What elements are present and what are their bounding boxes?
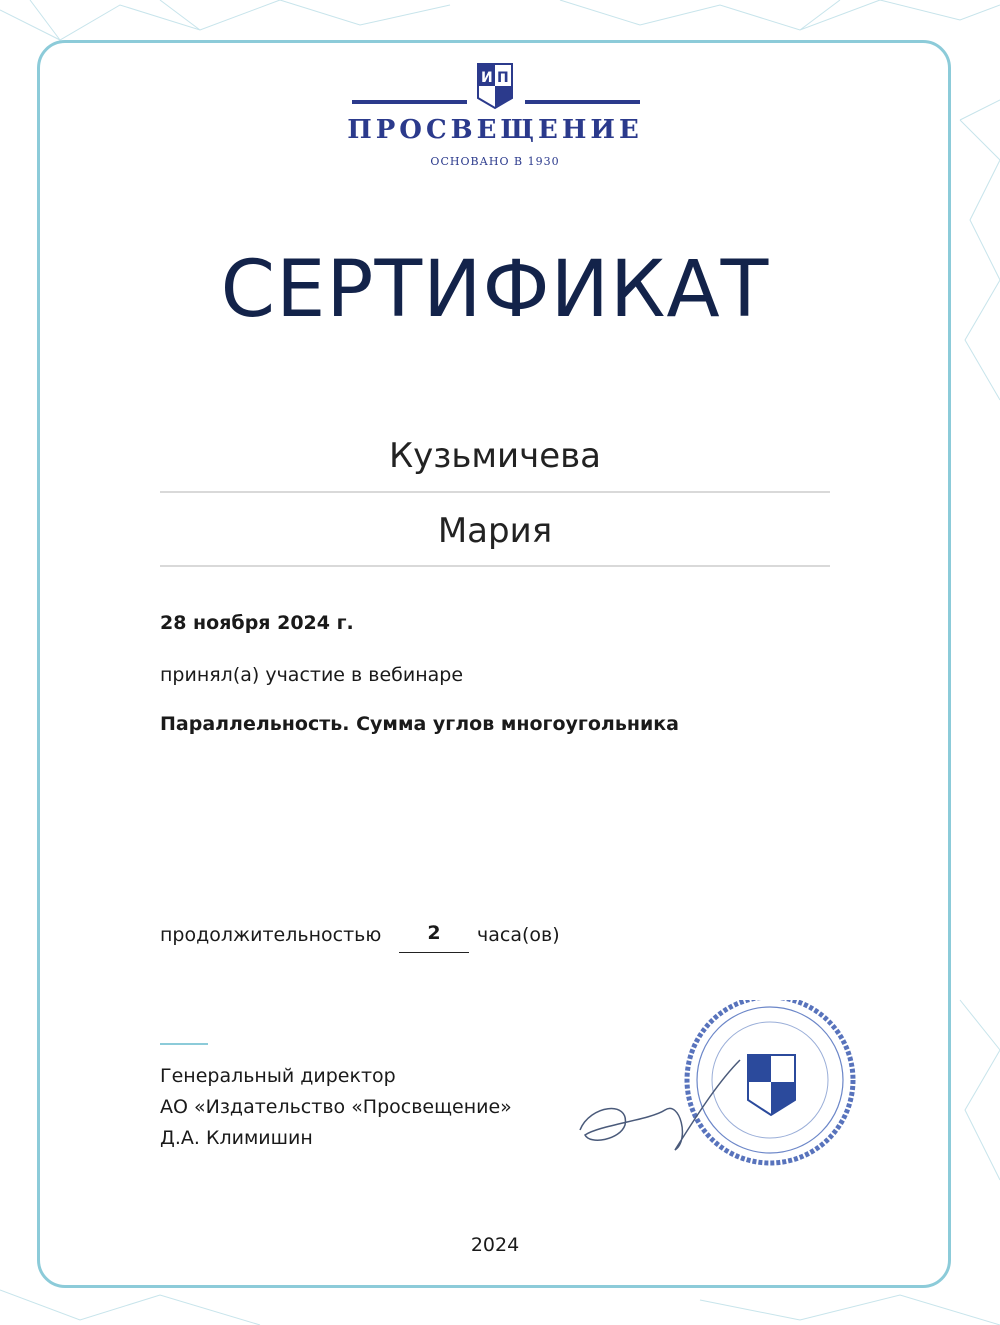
event-date: 28 ноября 2024 г. bbox=[160, 612, 354, 634]
duration-unit: часа(ов) bbox=[477, 924, 560, 946]
name-underline bbox=[160, 565, 830, 567]
certificate-year: 2024 bbox=[470, 1234, 520, 1256]
recipient-first-name: Мария bbox=[437, 511, 553, 551]
duration-label: продолжительностью bbox=[160, 924, 382, 946]
name-underline bbox=[160, 491, 830, 493]
duration-value: 2 bbox=[399, 922, 469, 953]
webinar-title: Параллельность. Сумма углов многоугольника bbox=[160, 713, 679, 735]
stamp-and-signature-icon bbox=[570, 1000, 870, 1175]
brand-name: ПРОСВЕЩЕНИЕ bbox=[347, 115, 643, 145]
accent-line bbox=[160, 1043, 208, 1045]
signatory-position: Генеральный директор bbox=[160, 1065, 396, 1087]
recipient-last-name: Кузьмичева bbox=[388, 436, 601, 476]
participation-text: принял(а) участие в вебинаре bbox=[160, 664, 464, 686]
founded-text: ОСНОВАНО В 1930 bbox=[430, 155, 560, 168]
signatory-organization: АО «Издательство «Просвещение» bbox=[160, 1096, 512, 1118]
certificate-title: СЕРТИФИКАТ bbox=[220, 245, 770, 335]
svg-text:П: П bbox=[497, 70, 509, 86]
signatory-name: Д.А. Климишин bbox=[160, 1127, 313, 1149]
svg-text:И: И bbox=[481, 70, 493, 86]
